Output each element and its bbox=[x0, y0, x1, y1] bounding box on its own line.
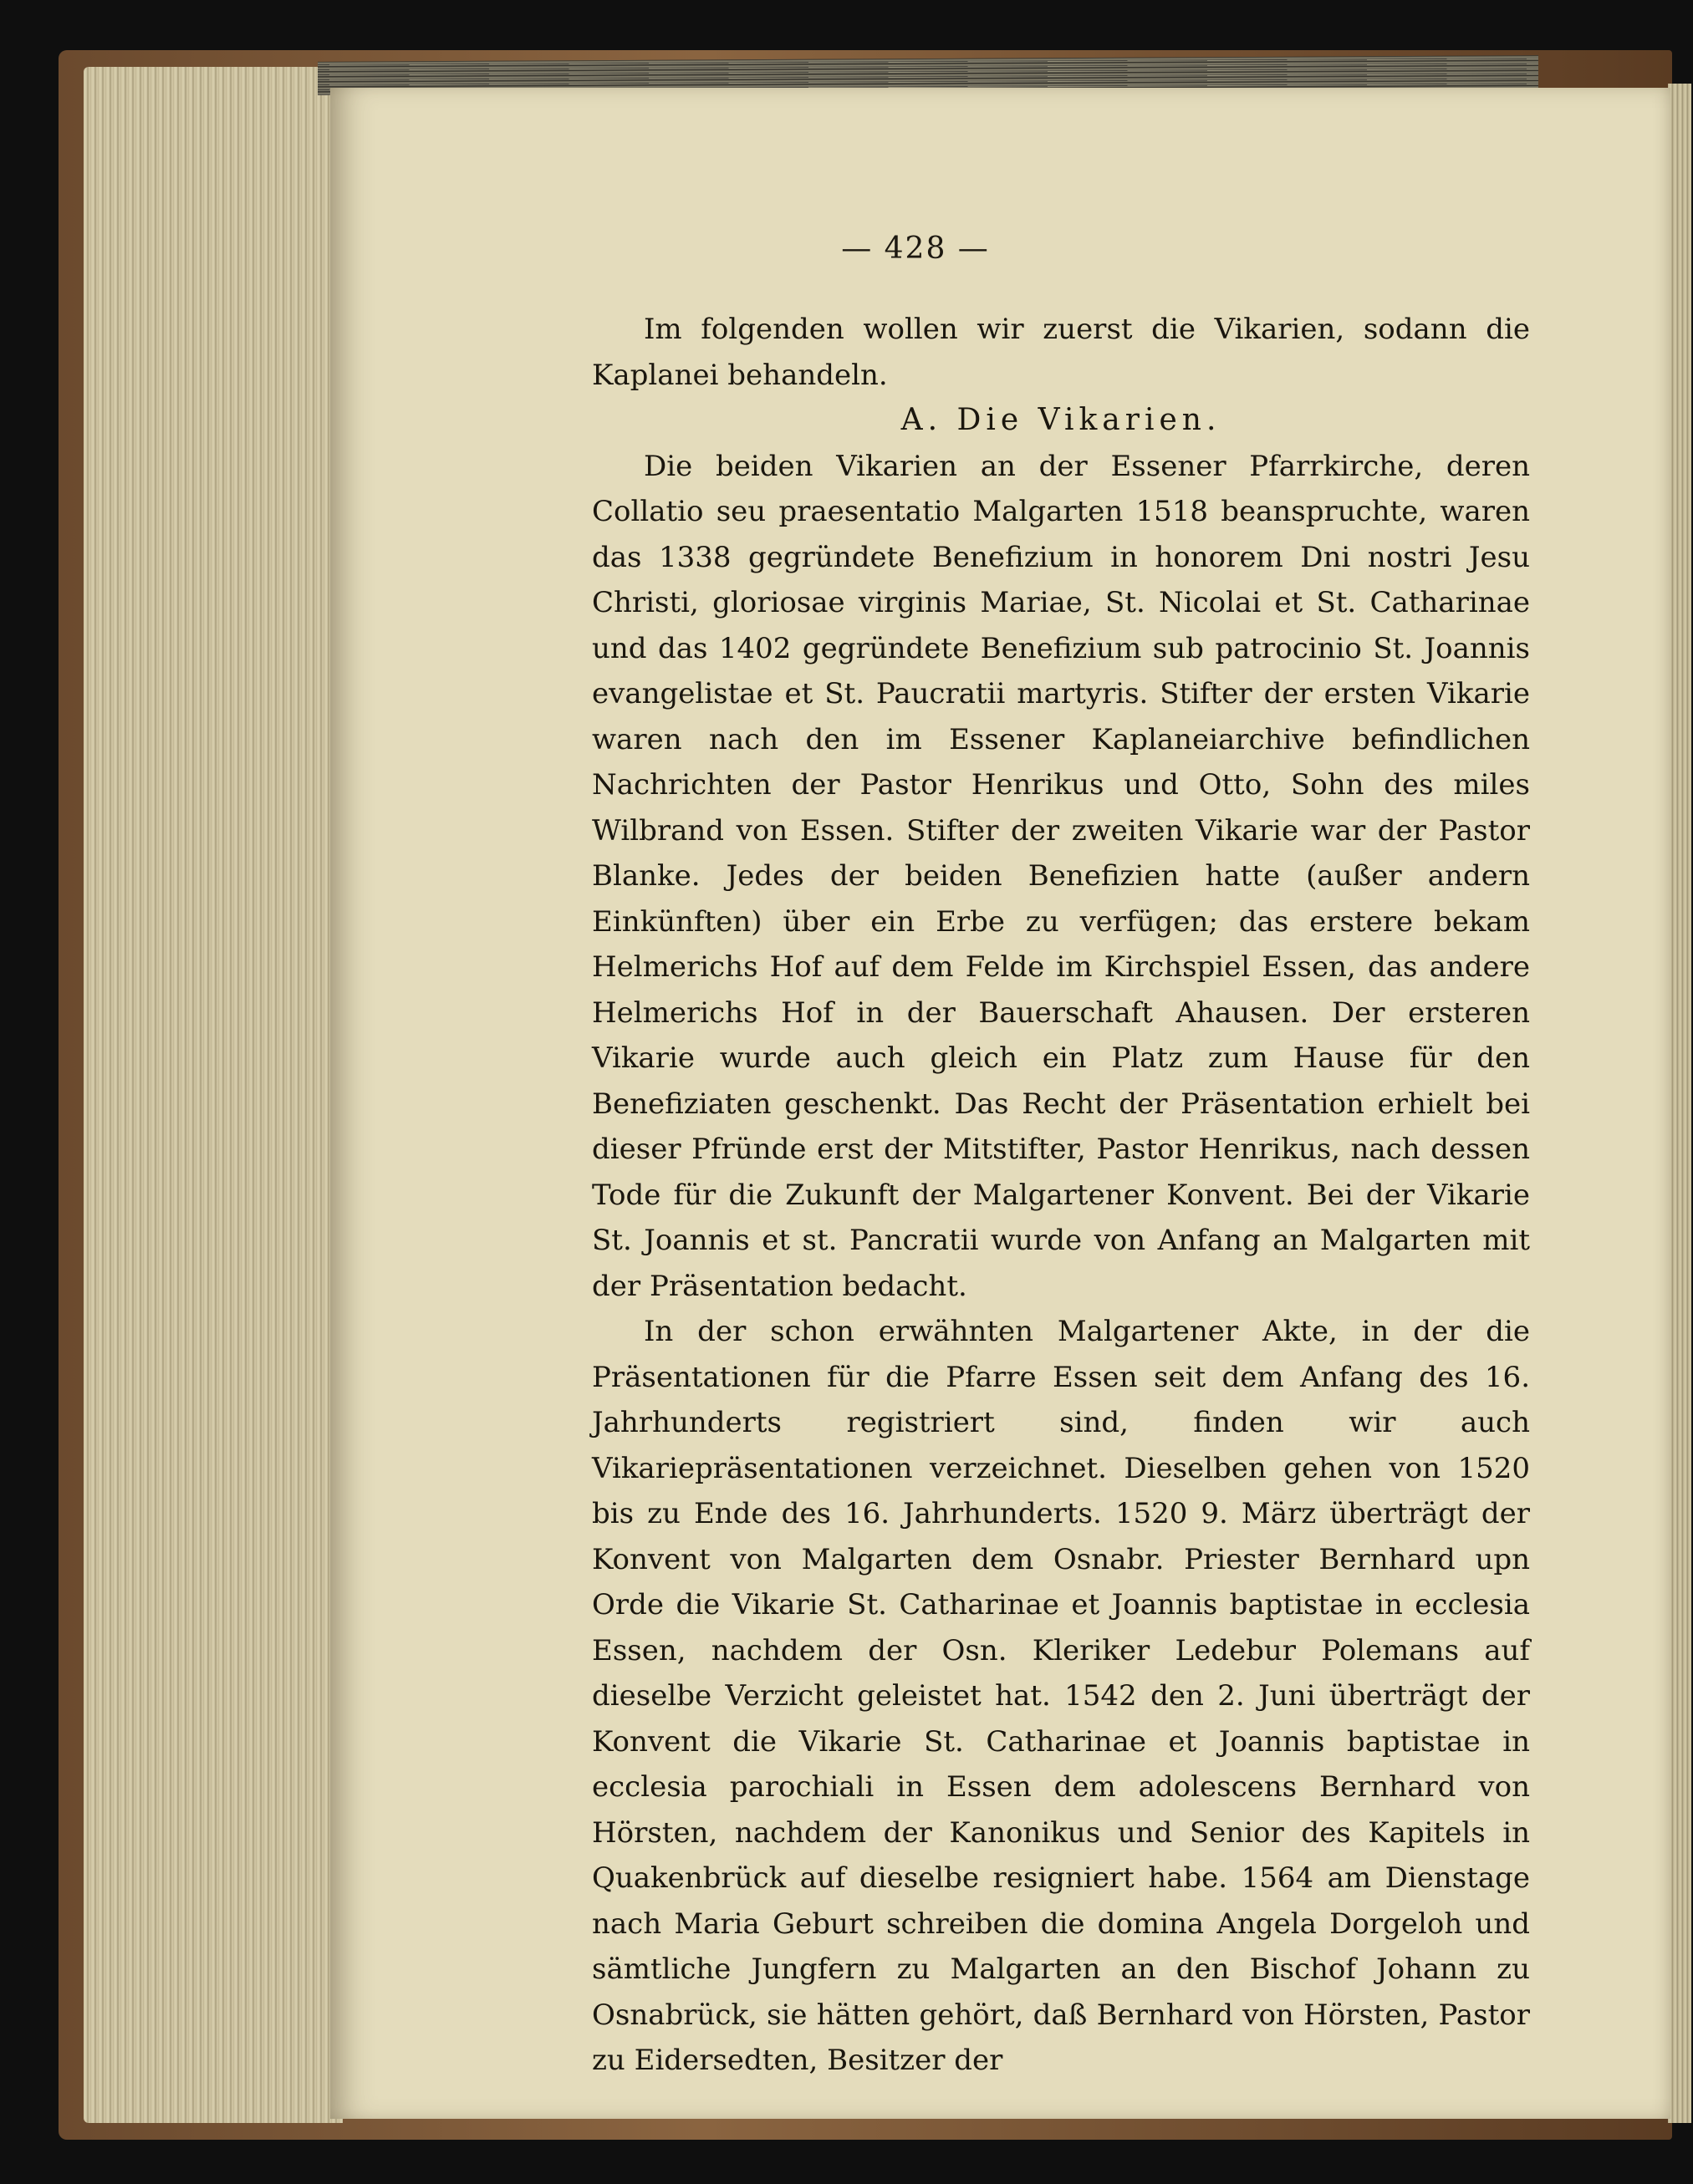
right-page-edge bbox=[1668, 84, 1691, 2123]
page-text bbox=[592, 307, 1530, 2084]
section-heading: A. Die Vikarien. bbox=[900, 403, 1221, 437]
body-paragraph-1: Die beiden Vikarien an der Essener Pfarrkirche, deren Collatio seu praesentatio Malgarten 1518 beanspruchte, waren das 1338 gegründete Benefizium in honorem Dni nostri Jesu Christi, gloriosae virginis Mariae, St. Nicolai et St. Catharinae und das 1402 gegründete Benefizium sub patrocinio St. Joannis evangelistae et St. Paucratii martyris. Stifter der ersten Vikarie waren nach den im Essener Kaplaneiarchive befindlichen Nachrichten der Pastor Henrikus und Otto, Sohn des miles Wilbrand von Essen. Stifter der zweiten Vikarie war der Pastor Blanke. Jedes der beiden Benefizien hatte (außer andern Einkünften) über ein Erbe zu verfügen; das erstere bekam Helmerichs Hof auf dem Felde im Kirchspiel Essen, das andere Helmerichs Hof in der Bauerschaft Ahausen. Der ersteren Vikarie wurde auch gleich ein Platz zum Hause für den Benefiziaten geschenkt. Das Recht der Präsentation erhielt bei dieser Pfründe erst der Mitstifter, Pastor Henrikus, nach dessen Tode für die Zukunft der Malgartener Konvent. Bei der Vikarie St. Joannis et st. Pancratii wurde von Anfang an Malgarten mit der Präsentation bedacht. bbox=[592, 449, 1530, 1303]
page-stack-edges bbox=[84, 67, 343, 2123]
body-paragraph-2: In der schon erwähnten Malgartener Akte, in der die Präsentationen für die Pfarre Essen seit dem Anfang des 16. Jahrhunderts registriert sind, finden wir auch Vikariepräsentationen verzeichnet. Dieselben gehen von 1520 bis zu Ende des 16. Jahrhunderts. 1520 9. März überträgt der Konvent von Malgarten dem Osnabr. Priester Bernhard upn Orde die Vikarie St. Catharinae et Joannis baptistae in ecclesia Essen, nachdem der Osn. Kleriker Ledebur Polemans auf dieselbe Verzicht geleistet hat. 1542 den 2. Juni überträgt der Konvent die Vikarie St. Catharinae et Joannis baptistae in ecclesia parochiali in Essen dem adolescens Bernhard von Hörsten, nachdem der Kanonikus und Senior des Kapitels in Quakenbrück auf dieselbe resigniert habe. 1564 am Dienstage nach Maria Geburt schreiben die domina Angela Dorgeloh und sämtliche Jungfern zu Malgarten an den Bischof Johann zu Osnabrück, sie hätten gehört, daß Bernhard von Hörsten, Pastor zu Eidersedten, Besitzer der bbox=[592, 1315, 1530, 2077]
book-page bbox=[330, 88, 1670, 2119]
intro-paragraph: Im folgenden wollen wir zuerst die Vikarien, sodann die Kaplanei behandeln. bbox=[592, 313, 1530, 392]
page-number: — 428 — bbox=[841, 232, 990, 266]
